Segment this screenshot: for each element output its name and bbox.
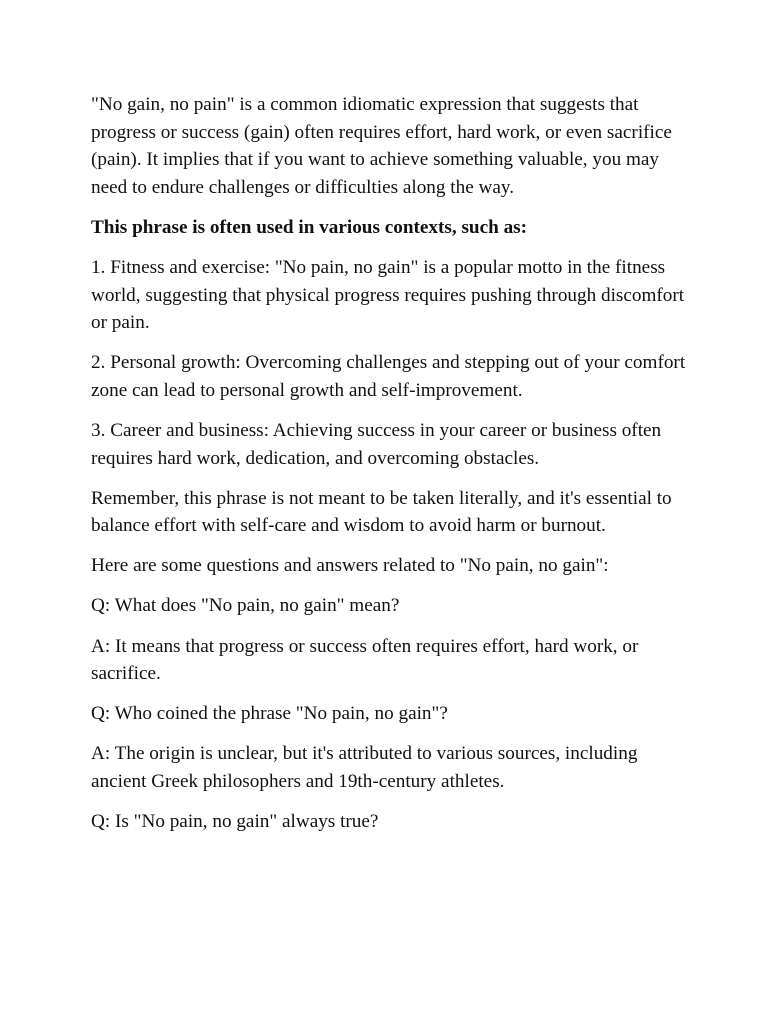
contexts-heading: This phrase is often used in various contexts, such as: bbox=[91, 216, 528, 238]
remember-paragraph: Remember, this phrase is not meant to be taken literally, and it's essential to balance effort with self-care and wisdom to avoid harm or burnout. bbox=[91, 487, 672, 537]
list-item-fitness: 1. Fitness and exercise: "No pain, no gain" is a popular motto in the fitness world, suggesting that physical progress requires pushing through discomfort or pain. bbox=[91, 256, 685, 334]
question-2: Q: Who coined the phrase "No pain, no gain"? bbox=[91, 703, 448, 725]
list-item-personal-growth: 2. Personal growth: Overcoming challenges and stepping out of your comfort zone can lead to personal growth and self-improvement. bbox=[91, 352, 686, 401]
document-body bbox=[91, 91, 691, 848]
answer-2: A: The origin is unclear, but it's attributed to various sources, including ancient Greek philosophers and 19th-century athletes. bbox=[91, 743, 638, 792]
question-1: Q: What does "No pain, no gain" mean? bbox=[91, 595, 400, 617]
question-3: Q: Is "No pain, no gain" always true? bbox=[91, 810, 379, 832]
intro-paragraph: "No gain, no pain" is a common idiomatic expression that suggests that progress or success (gain) often requires effort, hard work, or even sacrifice (pain). It implies that if you want to achieve something valuable, you may need to endure challenges or difficulties along the way. bbox=[91, 94, 672, 198]
list-item-career: 3. Career and business: Achieving success in your career or business often requires hard work, dedication, and overcoming obstacles. bbox=[91, 419, 662, 469]
answer-1: A: It means that progress or success often requires effort, hard work, or sacrifice. bbox=[91, 635, 639, 685]
qa-intro-paragraph: Here are some questions and answers related to "No pain, no gain": bbox=[91, 555, 609, 577]
